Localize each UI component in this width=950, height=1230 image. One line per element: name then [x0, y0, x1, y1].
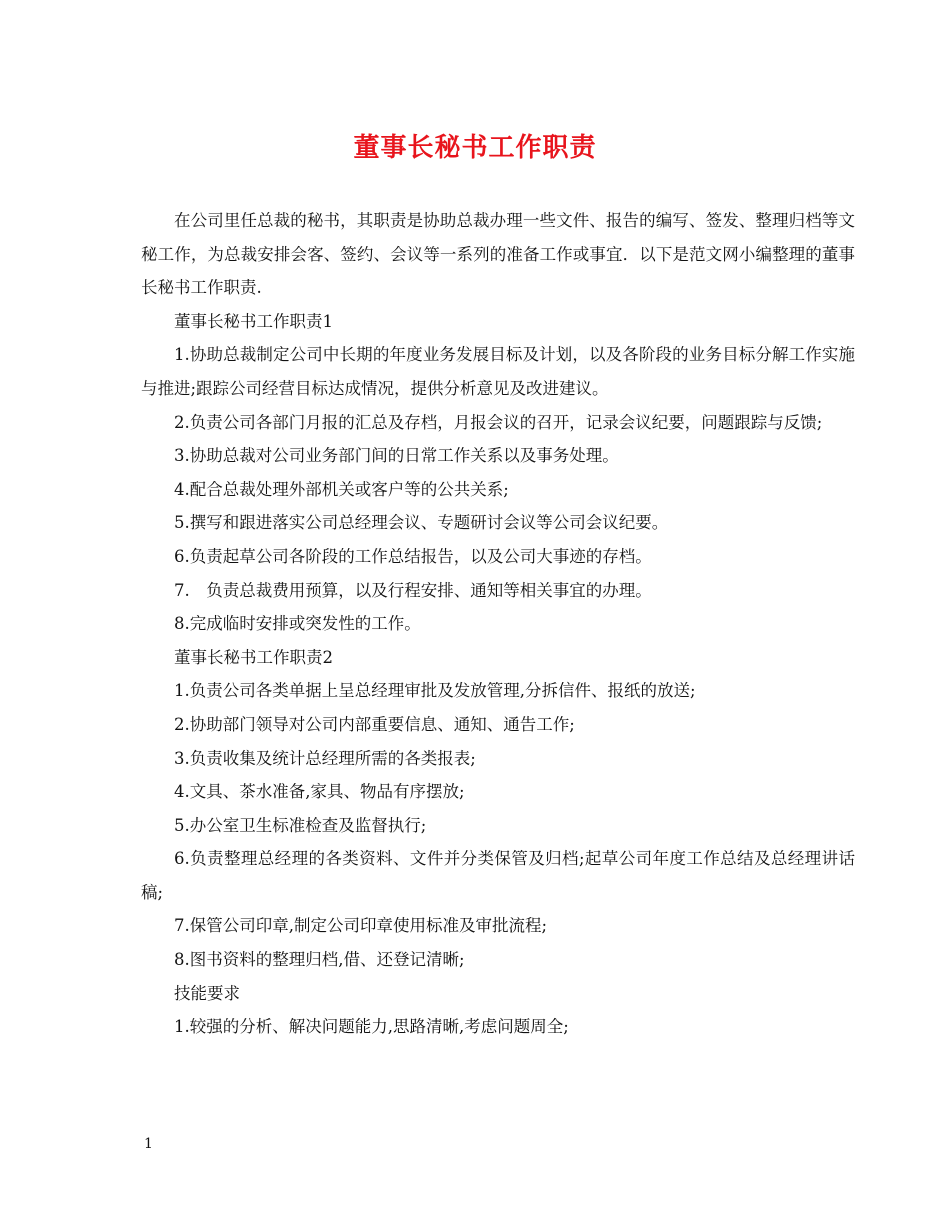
list-item: 8.图书资料的整理归档,借、还登记清晰;: [174, 950, 465, 970]
section-heading-2: 董事长秘书工作职责2: [174, 647, 333, 667]
page-number: 1: [144, 1136, 153, 1152]
list-item: 6.负责整理总经理的各类资料、文件并分类保管及归档;起草公司年度工作总结及总经理讲话稿;: [141, 849, 855, 902]
document-body: [141, 204, 855, 1044]
list-item: 2.负责公司各部门月报的汇总及存档，月报会议的召开，记录会议纪要，问题跟踪与反馈;: [174, 412, 823, 432]
section-heading-skills: 技能要求: [174, 983, 240, 1003]
list-item: 3.协助总裁对公司业务部门间的日常工作关系以及事务处理。: [174, 446, 619, 466]
list-item: 1.较强的分析、解决问题能力,思路清晰,考虑问题周全;: [174, 1017, 569, 1037]
list-item: 8.完成临时安排或突发性的工作。: [174, 614, 421, 634]
list-item: 5.撰写和跟进落实公司总经理会议、专题研讨会议等公司会议纪要。: [174, 513, 669, 533]
list-item: 7.保管公司印章,制定公司印章使用标准及审批流程;: [174, 916, 548, 936]
section-heading-1: 董事长秘书工作职责1: [174, 311, 333, 331]
list-item: 3.负责收集及统计总经理所需的各类报表;: [174, 748, 476, 768]
list-item: 1.负责公司各类单据上呈总经理审批及发放管理,分拆信件、报纸的放送;: [174, 681, 696, 701]
list-item: 4.文具、茶水准备,家具、物品有序摆放;: [174, 782, 465, 802]
document-title: 董事长秘书工作职责: [353, 133, 597, 163]
list-item: 2.协助部门领导对公司内部重要信息、通知、通告工作;: [174, 714, 575, 734]
paragraph-intro: 在公司里任总裁的秘书，其职责是协助总裁办理一些文件、报告的编写、签发、整理归档等文秘工作，为总裁安排会客、签约、会议等一系列的准备工作或事宜．以下是范文网小编整理的董事长秘书工作职责.: [141, 211, 855, 298]
list-item: 6.负责起草公司各阶段的工作总结报告，以及公司大事迹的存档。: [174, 546, 652, 566]
list-item: 5.办公室卫生标准检查及监督执行;: [174, 815, 427, 835]
list-item: 7. 负责总裁费用预算，以及行程安排、通知等相关事宜的办理。: [174, 580, 652, 600]
list-item: 1.协助总裁制定公司中长期的年度业务发展目标及计划，以及各阶段的业务目标分解工作实施与推进;跟踪公司经营目标达成情况，提供分析意见及改进建议。: [141, 345, 855, 398]
list-item: 4.配合总裁处理外部机关或客户等的公共关系;: [174, 479, 509, 499]
